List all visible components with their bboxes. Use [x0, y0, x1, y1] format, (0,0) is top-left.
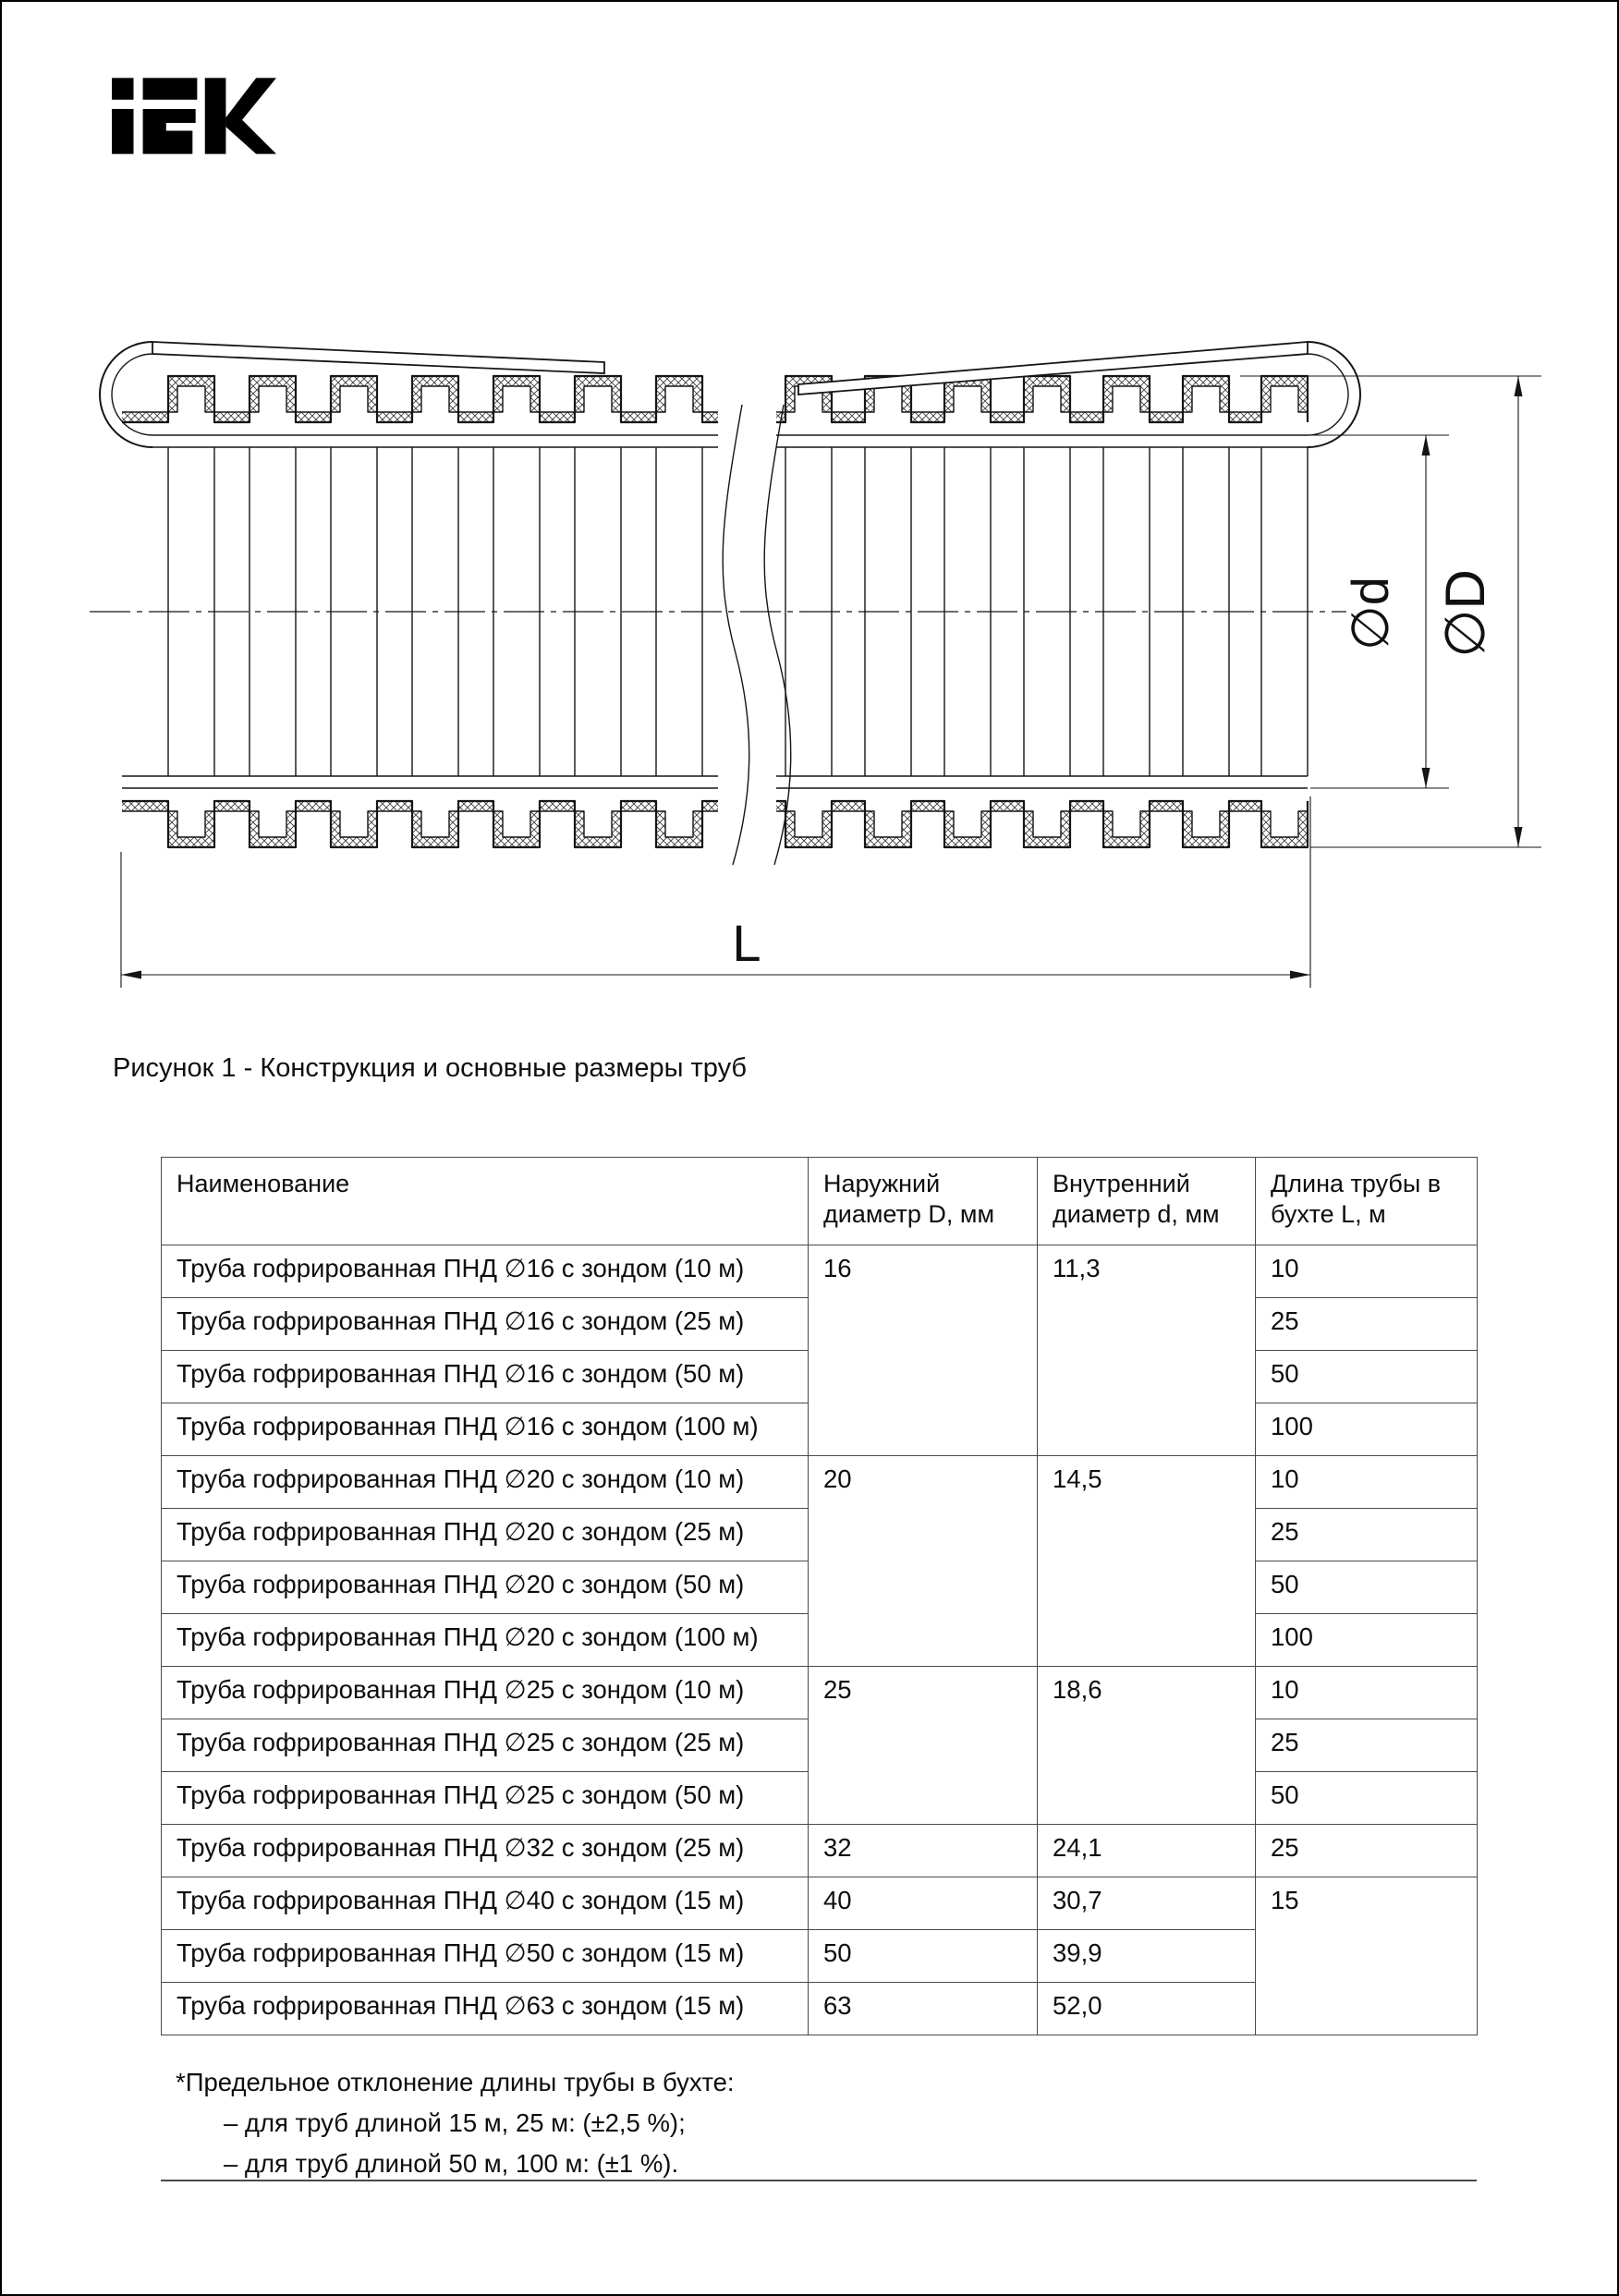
table-row [162, 1825, 1478, 1877]
cell-coil-length: 10 [1256, 1456, 1478, 1509]
cell-inner-diameter: 39,9 [1038, 1930, 1256, 1983]
figure-caption: Рисунок 1 - Конструкция и основные размеры труб [113, 1053, 748, 1083]
footnote-line: *Предельное отклонение длины трубы в бухте: [176, 2068, 735, 2096]
dim-label-outer-diameter: ∅D [1434, 569, 1496, 658]
cell-coil-length: 100 [1256, 1403, 1478, 1456]
cell-outer-diameter: 16 [809, 1245, 1038, 1456]
table-header-row [162, 1158, 1478, 1245]
cell-inner-diameter: 18,6 [1038, 1667, 1256, 1825]
footnote-line: – для труб длиной 15 м, 25 м: (±2,5 %); [224, 2108, 686, 2137]
cell-outer-diameter: 63 [809, 1983, 1038, 2035]
table-row [162, 1456, 1478, 1509]
cell-coil-length: 25 [1256, 1298, 1478, 1351]
cell-name: Труба гофрированная ПНД ∅16 с зондом (10 м) [162, 1245, 809, 1298]
cell-name: Труба гофрированная ПНД ∅20 с зондом (10 м) [162, 1456, 809, 1509]
cell-name: Труба гофрированная ПНД ∅32 с зондом (25 м) [162, 1825, 809, 1877]
cell-coil-length: 50 [1256, 1351, 1478, 1403]
bottom-rule [161, 2180, 1477, 2181]
cell-coil-length: 25 [1256, 1825, 1478, 1877]
table-row [162, 1877, 1478, 1930]
cell-coil-length: 25 [1256, 1509, 1478, 1561]
pipe-dimensions-table [161, 1157, 1478, 2035]
cell-coil-length: 50 [1256, 1561, 1478, 1614]
cell-inner-diameter: 11,3 [1038, 1245, 1256, 1456]
cell-name: Труба гофрированная ПНД ∅20 с зондом (50 м) [162, 1561, 809, 1614]
pipe-drawing-geometry [90, 342, 1541, 988]
cell-inner-diameter: 52,0 [1038, 1983, 1256, 2035]
cell-outer-diameter: 50 [809, 1930, 1038, 1983]
table-row [162, 1245, 1478, 1298]
cell-name: Труба гофрированная ПНД ∅25 с зондом (10 м) [162, 1667, 809, 1719]
column-header: Длина трубы в бухте L, м [1256, 1158, 1478, 1245]
column-header: Наружний диаметр D, мм [809, 1158, 1038, 1245]
pipe-technical-drawing [2, 2, 1619, 1037]
cell-coil-length: 10 [1256, 1245, 1478, 1298]
cell-coil-length: 25 [1256, 1719, 1478, 1772]
cell-coil-length: 15 [1256, 1877, 1478, 2035]
dim-label-inner-diameter: ∅d [1341, 577, 1399, 650]
column-header: Наименование [162, 1158, 809, 1245]
cell-inner-diameter: 24,1 [1038, 1825, 1256, 1877]
cell-name: Труба гофрированная ПНД ∅20 с зондом (100 м) [162, 1614, 809, 1667]
cell-outer-diameter: 20 [809, 1456, 1038, 1667]
cell-inner-diameter: 14,5 [1038, 1456, 1256, 1667]
table-row [162, 1667, 1478, 1719]
cell-name: Труба гофрированная ПНД ∅25 с зондом (25 м) [162, 1719, 809, 1772]
cell-name: Труба гофрированная ПНД ∅20 с зондом (25 м) [162, 1509, 809, 1561]
cell-name: Труба гофрированная ПНД ∅16 с зондом (25 м) [162, 1298, 809, 1351]
cell-coil-length: 100 [1256, 1614, 1478, 1667]
cell-name: Труба гофрированная ПНД ∅16 с зондом (100 м) [162, 1403, 809, 1456]
cell-name: Труба гофрированная ПНД ∅40 с зондом (15 м) [162, 1877, 809, 1930]
cell-name: Труба гофрированная ПНД ∅25 с зондом (50 м) [162, 1772, 809, 1825]
cell-outer-diameter: 40 [809, 1877, 1038, 1930]
cell-name: Труба гофрированная ПНД ∅63 с зондом (15 м) [162, 1983, 809, 2035]
cell-name: Труба гофрированная ПНД ∅16 с зондом (50 м) [162, 1351, 809, 1403]
cell-coil-length: 10 [1256, 1667, 1478, 1719]
cell-inner-diameter: 30,7 [1038, 1877, 1256, 1930]
column-header: Внутренний диаметр d, мм [1038, 1158, 1256, 1245]
cell-outer-diameter: 32 [809, 1825, 1038, 1877]
footnote-line: – для труб длиной 50 м, 100 м: (±1 %). [224, 2149, 679, 2178]
cell-outer-diameter: 25 [809, 1667, 1038, 1825]
dim-label-length: L [732, 914, 761, 972]
cell-name: Труба гофрированная ПНД ∅50 с зондом (15 м) [162, 1930, 809, 1983]
cell-coil-length: 50 [1256, 1772, 1478, 1825]
footnote [176, 2062, 735, 2184]
